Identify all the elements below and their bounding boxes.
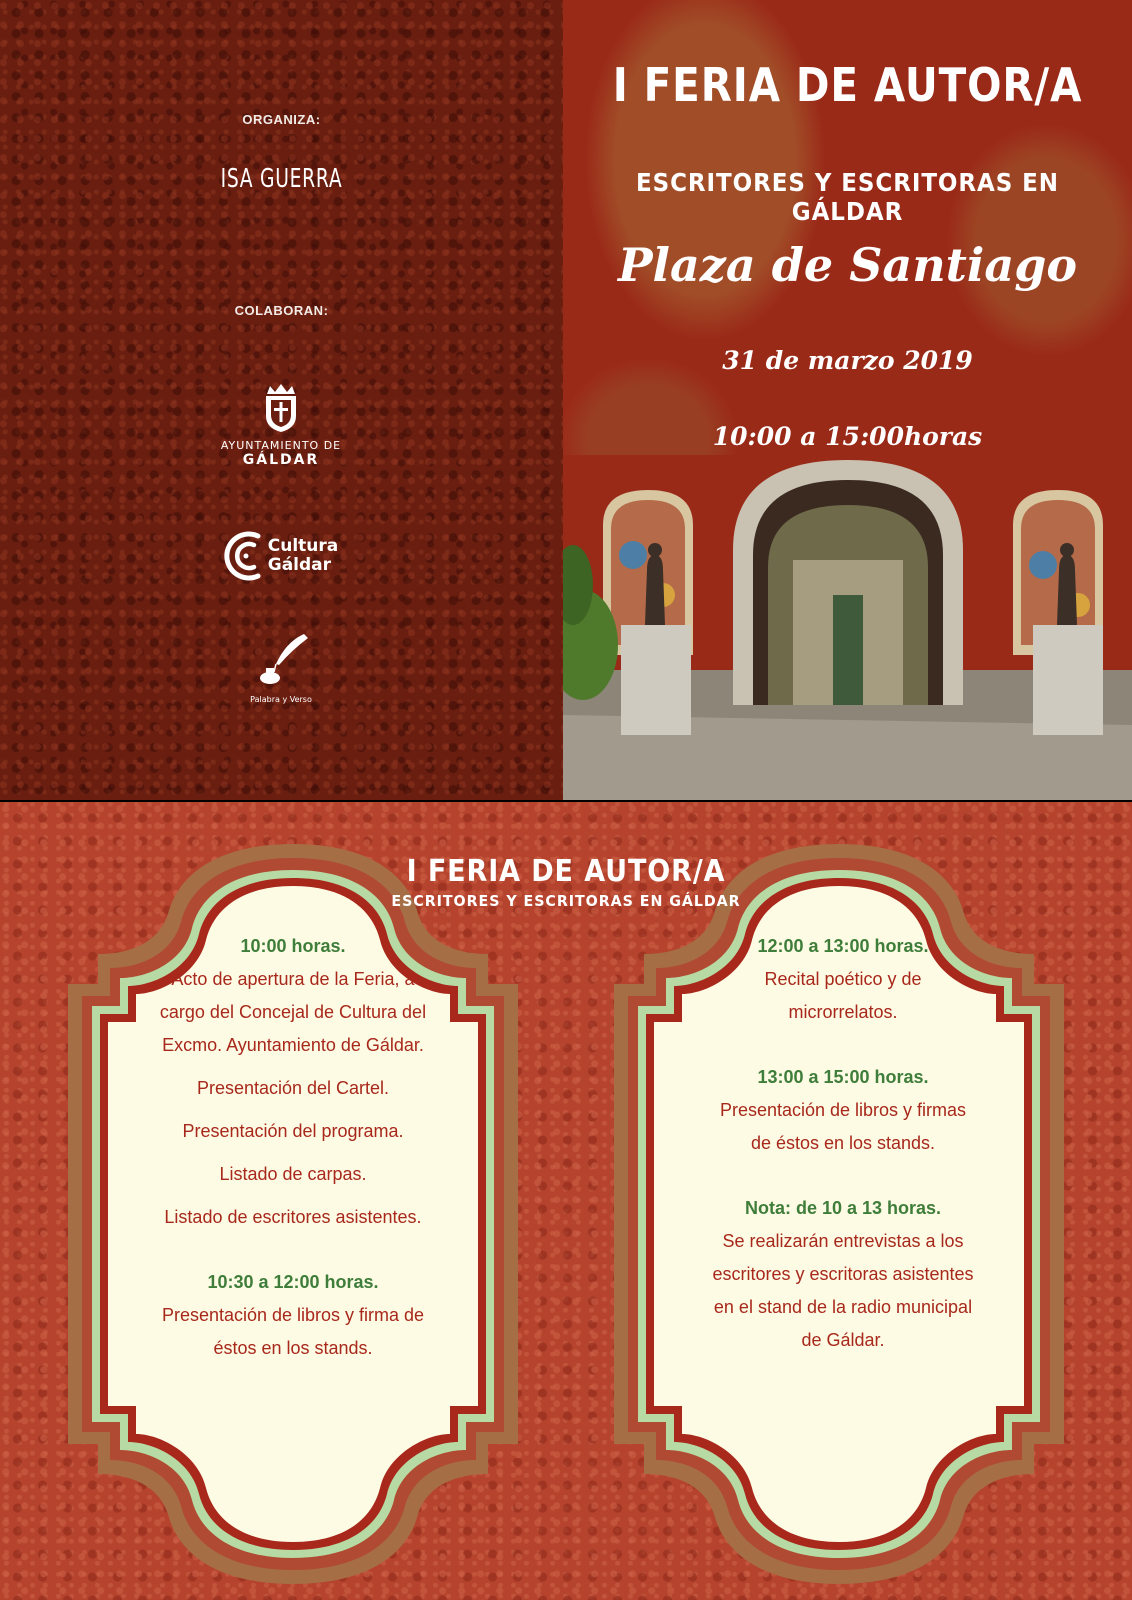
opening-line: Excmo. Ayuntamiento de Gáldar.	[162, 1035, 424, 1055]
cover-subtitle: ESCRITORES Y ESCRITORAS EN GÁLDAR	[636, 168, 1059, 226]
coat-of-arms-icon	[261, 382, 301, 434]
palabra-y-verso-text: Palabra y Verso	[250, 695, 312, 704]
program-item: Listado de escritores asistentes.	[164, 1207, 422, 1227]
inside-subtitle: ESCRITORES Y ESCRITORAS EN GÁLDAR	[391, 892, 741, 910]
event-date: 31 de marzo 2019	[722, 346, 973, 375]
ayuntamiento-galdar-logo	[181, 382, 381, 468]
venue: Plaza de Santiago	[617, 238, 1078, 292]
note-line: en el stand de la radio municipal	[713, 1297, 973, 1317]
palabra-y-verso-logo	[181, 632, 381, 704]
program-item: Presentación del Cartel.	[196, 1078, 390, 1098]
organiza-label: ORGANIZA:	[242, 112, 321, 127]
note-line: escritores y escritoras asistentes	[712, 1264, 974, 1284]
program-item: Presentación del programa.	[182, 1121, 404, 1141]
opening-line: Acto de apertura de la Feria, a	[171, 969, 415, 989]
quill-inkwell-icon	[246, 632, 316, 690]
back-panel	[0, 0, 563, 800]
cultura-galdar-logo	[181, 528, 381, 584]
recital-line: microrrelatos.	[788, 1002, 898, 1022]
cultura-line2: Gáldar	[267, 555, 332, 575]
ayuntamiento-line1: AYUNTAMIENTO DE	[220, 439, 342, 452]
time-10-00: 10:00 horas.	[240, 936, 346, 956]
inside-title: I FERIA DE AUTOR/A	[406, 854, 726, 889]
cultura-line1: Cultura	[267, 536, 339, 556]
note-line: de Gáldar.	[801, 1330, 885, 1350]
time-13-00: 13:00 a 15:00 horas.	[757, 1067, 929, 1087]
presentation-line: éstos en los stands.	[213, 1338, 373, 1358]
cultura-c-icon	[224, 528, 264, 584]
note-heading: Nota: de 10 a 13 horas.	[744, 1198, 942, 1218]
flyer-inside	[0, 802, 1132, 1600]
program-right	[643, 930, 1043, 1357]
note-line: Se realizarán entrevistas a los	[722, 1231, 964, 1251]
cover-title: I FERIA DE AUTOR/A	[612, 58, 1083, 112]
program-left	[93, 930, 493, 1365]
event-hours: 10:00 a 15:00horas	[712, 422, 983, 451]
time-10-30: 10:30 a 12:00 horas.	[207, 1272, 379, 1292]
organizer-name: ISA GUERRA	[220, 164, 343, 194]
recital-line: Recital poético y de	[764, 969, 922, 989]
plaza-santiago-photo	[563, 455, 1132, 800]
opening-line: cargo del Concejal de Cultura del	[159, 1002, 427, 1022]
cover-panel	[563, 0, 1132, 800]
time-12-00: 12:00 a 13:00 horas.	[757, 936, 929, 956]
presentation-line: Presentación de libros y firma de	[161, 1305, 425, 1325]
presentation-line: de éstos en los stands.	[750, 1133, 936, 1153]
colaboran-label: COLABORAN:	[234, 303, 329, 318]
ayuntamiento-line2: GÁLDAR	[242, 452, 320, 468]
program-item: Listado de carpas.	[219, 1164, 367, 1184]
presentation-line: Presentación de libros y firmas	[719, 1100, 967, 1120]
